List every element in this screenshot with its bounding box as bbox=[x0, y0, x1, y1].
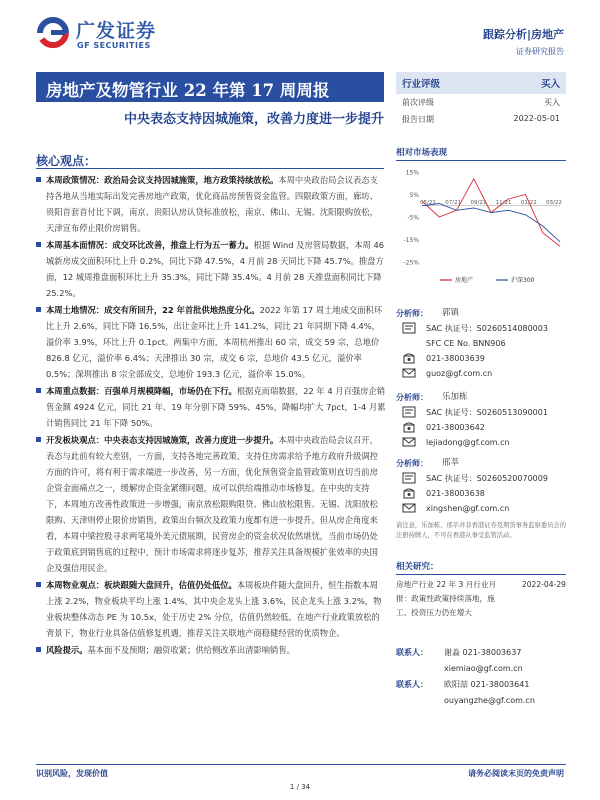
analyst-email[interactable] bbox=[396, 501, 566, 516]
logo-text-en: GF SECURITIES bbox=[77, 41, 151, 50]
contact-name-phone: 谢淼 021-38003637 bbox=[444, 648, 522, 657]
rating-header bbox=[396, 72, 566, 94]
y-tick-label: -5% bbox=[407, 214, 419, 222]
footer-disclaimer-link[interactable]: 请务必阅读末页的免责声明 bbox=[468, 769, 564, 778]
analyst-email[interactable] bbox=[396, 435, 566, 450]
list-item bbox=[36, 383, 386, 431]
analyst-label: 分析师： bbox=[396, 459, 428, 468]
analyst-phone-text: 021-38003639 bbox=[426, 354, 485, 363]
previous-rating-label: 前次评级 bbox=[402, 98, 434, 107]
bullet-heading: 开发板块观点：中央表态支持因城施策，改善力度进一步提升。 bbox=[46, 435, 279, 445]
report-category: 证券研究报告 bbox=[516, 47, 564, 56]
contact-email[interactable]: xiemiao@gf.com.cn bbox=[444, 664, 523, 673]
analyst-email-text[interactable]: lejiadong@gf.com.cn bbox=[426, 438, 510, 447]
report-subtitle: 中央表态支持因城施策，改善力度进一步提升 bbox=[123, 112, 384, 127]
contact-row bbox=[396, 677, 566, 693]
email-icon bbox=[402, 367, 416, 379]
bullet-heading: 本周基本面情况：成交环比改善，推盘上行为五一蓄力。 bbox=[46, 240, 254, 250]
report-title: 房地产及物管行业 22 年第 17 周周报 bbox=[36, 72, 384, 102]
y-tick-label: -15% bbox=[403, 237, 419, 244]
previous-rating-row bbox=[396, 94, 566, 111]
related-research[interactable] bbox=[396, 578, 566, 620]
divider bbox=[396, 574, 566, 575]
contact-label: 联系人： bbox=[396, 648, 428, 657]
logo-mark-icon bbox=[36, 16, 70, 50]
analyst-sac bbox=[396, 471, 566, 486]
id-card-icon bbox=[402, 472, 416, 484]
related-research-line[interactable]: 报：政策性政策持续落地，施 bbox=[396, 594, 495, 603]
analyst-phone bbox=[396, 351, 566, 366]
list-item bbox=[36, 432, 386, 576]
contact-email-row[interactable] bbox=[396, 693, 566, 709]
phone-icon bbox=[402, 487, 416, 499]
y-tick-label: 15% bbox=[405, 169, 419, 177]
related-research-date: 2022-04-29 bbox=[521, 580, 566, 589]
bullet-text: 本周板块件随大盘回升，恒生指数本周上涨 2.2%，物业板块平均上涨 1.4%，其中央企龙头上涨 3.6%，民企龙头上涨 3.2%，物业板块整体动态 PE 为 10.5x，处于历史 2% 分位，估值仍然较低。在地产行业政策放松的背景下，物业行业具备估值修复机遇，推荐关注关联地产商稳健经营的优质物企。 bbox=[46, 580, 382, 638]
analyst-sfc-text: SFC CE No. BNN906 bbox=[426, 339, 506, 348]
footer-slogan: 识别风险，发现价值 bbox=[36, 769, 108, 778]
analyst-block bbox=[396, 456, 566, 516]
page-number: 1 / 34 bbox=[289, 783, 311, 791]
contact-label: 联系人： bbox=[396, 680, 428, 689]
related-research-line bbox=[396, 578, 566, 592]
x-tick-label: 07/21 bbox=[445, 199, 462, 206]
previous-rating-value: 买入 bbox=[544, 98, 560, 107]
analyst-sac bbox=[396, 321, 566, 336]
phone-icon bbox=[402, 352, 416, 364]
x-tick-label: 01/22 bbox=[520, 199, 537, 206]
id-card-icon bbox=[402, 322, 416, 334]
bullet-text: 本周中央政治局会议表态支持各地从当地实际出发完善房地产政策，优化商品房预售资金监管。四限政策方面，廊坊、贵阳首套首付比下调，南京、贵阳认房认贷标准放松，南京、佛山、无锡、沈阳限购放松，天津宣布停止限价房销售。 bbox=[46, 175, 378, 233]
y-tick-label: -25% bbox=[403, 259, 419, 267]
key-points-list bbox=[36, 172, 386, 659]
analyst-block bbox=[396, 306, 566, 381]
legend-label-real-estate: 房地产 bbox=[455, 277, 474, 284]
report-date-label: 报告日期 bbox=[402, 115, 434, 124]
analyst-sac-text: SAC 执证号：S0260513090001 bbox=[426, 408, 548, 417]
email-icon bbox=[402, 502, 416, 514]
company-logo bbox=[36, 14, 166, 54]
phone-icon bbox=[402, 421, 416, 433]
divider bbox=[396, 160, 566, 161]
series-line-csi300 bbox=[422, 204, 560, 242]
list-item bbox=[36, 172, 386, 236]
list-item bbox=[36, 302, 386, 382]
analyst-phone-text: 021-38003642 bbox=[426, 423, 485, 432]
contacts-block bbox=[396, 645, 566, 709]
logo-text-cn: 广发证券 bbox=[76, 20, 157, 42]
relative-performance-chart bbox=[396, 164, 566, 290]
bullet-text: 根据克而瑞数据，22 年 4 月百强房企销售金额 4924 亿元，同比 21 年、19 年分别下降 59%、45%，降幅均扩大 7pct，1-4 月累计销售同比 21 年下降 50%。 bbox=[46, 386, 386, 428]
analyst-email[interactable] bbox=[396, 366, 566, 381]
analyst-phone bbox=[396, 420, 566, 435]
analyst-email-text[interactable]: guoz@gf.com.cn bbox=[426, 369, 493, 378]
bullet-heading: 本周土地情况：成交有所回升，22 年首批供地热度分化。 bbox=[46, 305, 260, 315]
id-card-icon bbox=[402, 406, 416, 418]
analyst-name: 乐加栋 bbox=[442, 392, 468, 402]
bullet-text: 根据 Wind 及房管局数据，本周 46 城新房成交面积环比上升 0.2%，同比下降 47.5%，4 月前 28 天同比下降 45.7%。推盘方面，12 城周推盘面积环比上升 35.3%，同比下降 35.4%。4 月前 28 天推盘面积同比下降 25.2%。 bbox=[46, 240, 385, 298]
analyst-sac-text: SAC 执证号：S0260520070009 bbox=[426, 474, 548, 483]
x-tick-label: 09/21 bbox=[470, 199, 487, 206]
analyst-label: 分析师： bbox=[396, 309, 428, 318]
analyst-sac-text: SAC 执证号：S0260514080003 bbox=[426, 324, 548, 333]
analyst-sac bbox=[396, 405, 566, 420]
list-item bbox=[36, 577, 386, 641]
bullet-heading: 本周政策情况：政治局会议支持因城施策，地方政策持续放松。 bbox=[46, 175, 279, 185]
y-tick-label: 5% bbox=[409, 192, 419, 199]
analyst-disclaimer-note: 请注意，乐加栋、邢莘并非香港证券及期货事务监察委员会的注册持牌人，不可在香港从事受监管活动。 bbox=[396, 522, 567, 539]
related-research-title: 相关研究： bbox=[396, 562, 439, 572]
x-tick-label: 03/22 bbox=[546, 199, 562, 206]
analyst-name: 邢莘 bbox=[442, 458, 460, 468]
rating-box bbox=[396, 72, 566, 128]
rating-value: 买入 bbox=[540, 79, 560, 90]
chart-title: 相对市场表现 bbox=[396, 148, 448, 158]
report-type: 跟踪分析|房地产 bbox=[482, 28, 564, 41]
rating-label: 行业评级 bbox=[402, 79, 441, 90]
x-tick-label: 05/21 bbox=[420, 199, 436, 206]
legend-label-csi300: 沪深300 bbox=[511, 277, 535, 284]
analyst-block bbox=[396, 390, 566, 450]
divider bbox=[36, 168, 384, 169]
bullet-heading: 本周物业观点：板块跟随大盘回升，估值仍处低位。 bbox=[46, 580, 237, 590]
page-header bbox=[0, 0, 600, 66]
footer-divider bbox=[36, 764, 566, 765]
list-item bbox=[36, 237, 386, 301]
contact-row bbox=[396, 645, 566, 661]
email-icon bbox=[402, 436, 416, 448]
bullet-text: 本周中央政治局会议召开，表态与此前有较大差别，一方面，支持各地完善政策，支持住房需求给予地方政府升级调控方面的许可，将有利于需求端进一步改善，另一方面，优化预售资金监管政策则直切当前房企资金面痛点之一，缓解房企资金紧绷问题，成可以供给端推动市场修复。在中央的支持下，本周地方改善性政策进一步增强，南京放松限购限贷、佛山放松限售、无锡、沈阳放松限购、天津则停止限价房销售，政策出台频次及政策力度都有进一步提升。但从房企角度来看，本周中梁控股寻求两笔境外美元债展期，民营房企的资金状况依然堪忧，当前市场仍处于政策底到销售底的过程中，预计市场需求将逐步复苏，推荐关注具备规模扩张效率的央国企及强信用民企。 bbox=[46, 435, 378, 573]
contact-email-row[interactable] bbox=[396, 661, 566, 677]
analyst-phone-text: 021-38003638 bbox=[426, 489, 485, 498]
analyst-sfc bbox=[396, 336, 566, 351]
bullet-heading: 风险提示。 bbox=[46, 645, 88, 655]
analyst-email-text[interactable]: xingshen@gf.com.cn bbox=[426, 504, 510, 513]
report-date-row bbox=[396, 111, 566, 128]
report-date-value: 2022-05-01 bbox=[513, 114, 560, 123]
contact-name-phone: 欧阳喆 021-38003641 bbox=[444, 680, 530, 689]
list-item bbox=[36, 642, 386, 658]
bullet-heading: 本周重点数据：百强单月规模降幅，市场仍在下行。 bbox=[46, 386, 237, 396]
bullet-text: 基本面不及预期；融资收紧；供给侧改革出清影响销售。 bbox=[87, 645, 295, 655]
key-points-title: 核心观点： bbox=[36, 154, 97, 168]
analyst-name-row bbox=[396, 306, 566, 321]
bullet-text: 2022 年第 17 周土地成交面积环比上升 2.6%，同比下降 16.5%，出让金环比上升 141.2%，同比 21 年同期下降 4.4%，溢价率 3.9%，环比上升 0.1pct。两集中方面，本周杭州推出 60 宗，成交 59 宗，总地价 826.8 亿元，溢价率 6.4%；天津推出 30 宗，成交 6 宗，总地价 43.5 亿元，溢价率 0.5%；深圳推出 8 宗全部成交，总地价 193.3 亿元，溢价率 15.0%。 bbox=[46, 305, 383, 379]
contact-email[interactable]: ouyangzhe@gf.com.cn bbox=[444, 696, 535, 705]
analyst-name-row bbox=[396, 456, 566, 471]
analyst-name-row bbox=[396, 390, 566, 405]
analyst-name: 郭镇 bbox=[442, 308, 460, 318]
x-tick-label: 11/21 bbox=[495, 199, 512, 206]
analyst-label: 分析师： bbox=[396, 393, 428, 402]
analyst-phone bbox=[396, 486, 566, 501]
related-research-name[interactable]: 房地产行业 22 年 3 月行业月 bbox=[396, 580, 497, 589]
related-research-line[interactable]: 工、投资压力仍在增大 bbox=[396, 608, 472, 617]
